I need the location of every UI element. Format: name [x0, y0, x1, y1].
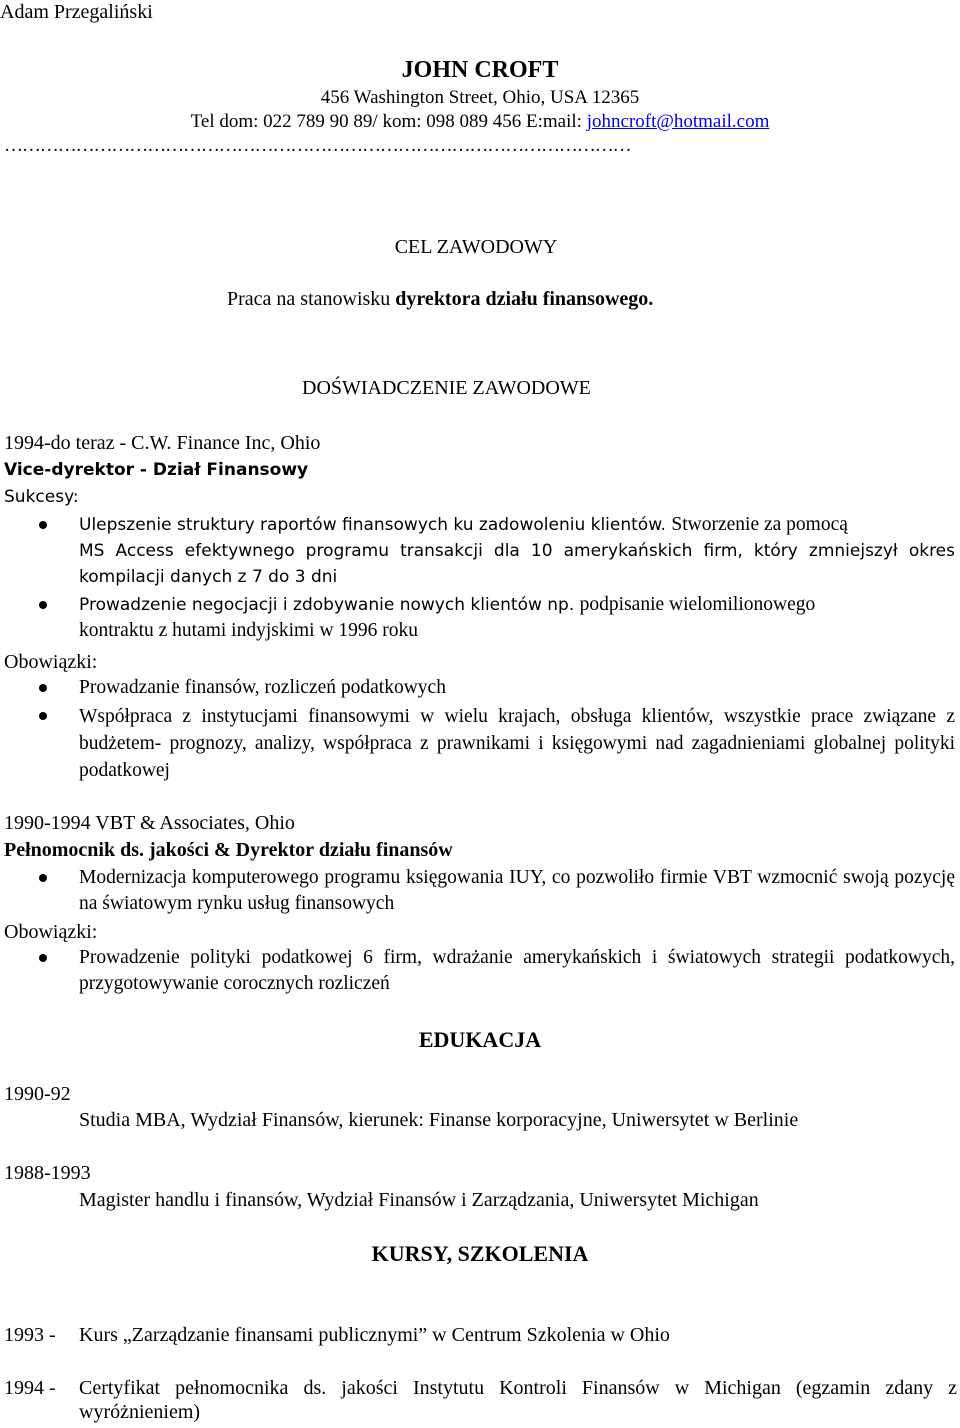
bullet-icon — [39, 954, 47, 962]
education-text-2: Magister handlu i finansów, Wydział Finansów i Zarządzania, Uniwersytet Michigan — [79, 1189, 759, 1211]
bullet-icon — [39, 874, 47, 882]
job1-success-1-rest: MS Access efektywnego programu transakcji dla 10 amerykańskich firm, który zmniejszył okres kompilacji danych z 7 do 3 dni — [79, 541, 955, 587]
objective-text-bold: dyrektora działu finansowego. — [395, 288, 654, 310]
job1-success-2-serif: podpisanie wielomilionowego — [579, 594, 816, 615]
job2-duties-label: Obowiązki: — [4, 921, 98, 943]
bullet-icon — [39, 601, 47, 609]
contact-line — [0, 110, 960, 134]
job1-duties-label: Obowiązki: — [4, 651, 98, 673]
divider: …………………………………………………………………………………………… — [4, 135, 631, 156]
courses-heading: KURSY, SZKOLENIA — [371, 1241, 589, 1266]
job2-success-1: Modernizacja komputerowego programu księgowania IUY, co pozwoliło firmie VBT wzmocnić swoją pozycję na światowym rynku usług finansowych — [79, 867, 955, 914]
experience-heading: DOŚWIADCZENIE ZAWODOWE — [302, 377, 591, 399]
job1-success-1 — [79, 512, 955, 590]
job1-duty-1: Prowadzanie finansów, rozliczeń podatkowych — [79, 677, 446, 698]
address: 456 Washington Street, Ohio, USA 12365 — [320, 87, 640, 108]
education-text-1: Studia MBA, Wydział Finansów, kierunek: Finanse korporacyjne, Uniwersytet w Berlinie — [79, 1109, 799, 1131]
job1-success-2-rest: kontraktu z hutami indyjskimi w 1996 roku — [79, 620, 419, 641]
education-years-1: 1990-92 — [4, 1083, 71, 1105]
job1-success-1-sans: Ulepszenie struktury raportów finansowych ku zadowoleniu klientów. — [79, 515, 672, 535]
bullet-icon — [39, 712, 47, 720]
education-years-2: 1988-1993 — [4, 1162, 91, 1184]
job2-duty-1: Prowadzenie polityki podatkowej 6 firm, wdrażanie amerykańskich i światowych strategii podatkowych, przygotowywanie corocznych rozliczeń — [79, 947, 955, 994]
course-year-2: 1994 - — [4, 1377, 56, 1399]
email-link[interactable]: johncroft@hotmail.com — [586, 111, 770, 132]
job1-success-2-sans: Prowadzenie negocjacji i zdobywanie nowych klientów np. — [79, 595, 580, 615]
job1-duty-2: Współpraca z instytucjami finansowymi w wielu krajach, obsługa klientów, wszystkie prace związane z budżetem- prognozy, analizy, współpraca z prawnikami i księgowymi nad zagadnieniami globalnej polityki podatkowej — [79, 706, 955, 781]
job1-period: 1994-do teraz - C.W. Finance Inc, Ohio — [4, 432, 321, 454]
job2-period: 1990-1994 VBT & Associates, Ohio — [4, 812, 295, 834]
course-text-2: Certyfikat pełnomocnika ds. jakości Instytutu Kontroli Finansów w Michigan (egzamin zdany z wyróżnieniem) — [79, 1377, 957, 1423]
objective-text — [227, 287, 653, 311]
job1-successes-label: Sukcesy: — [4, 487, 79, 507]
bullet-icon — [39, 684, 47, 692]
cv-name: JOHN CROFT — [401, 57, 559, 83]
education-heading: EDUKACJA — [418, 1027, 542, 1052]
bullet-icon — [39, 521, 47, 529]
job1-title: Vice-dyrektor - Dział Finansowy — [4, 460, 309, 480]
course-text-1: Kurs „Zarządzanie finansami publicznymi” w Centrum Szkolenia w Ohio — [79, 1324, 670, 1346]
author-name: Adam Przegaliński — [0, 1, 153, 23]
job2-title: Pełnomocnik ds. jakości & Dyrektor działu finansów — [4, 839, 453, 861]
course-year-1: 1993 - — [4, 1324, 56, 1346]
objective-heading: CEL ZAWODOWY — [394, 236, 558, 258]
job1-success-1-serif: Stworzenie za pomocą — [671, 514, 848, 535]
job1-success-2 — [79, 592, 955, 644]
objective-text-prefix: Praca na stanowisku — [227, 288, 396, 310]
contact-phones: Tel dom: 022 789 90 89/ kom: 098 089 456 E:mail: — [190, 111, 587, 132]
